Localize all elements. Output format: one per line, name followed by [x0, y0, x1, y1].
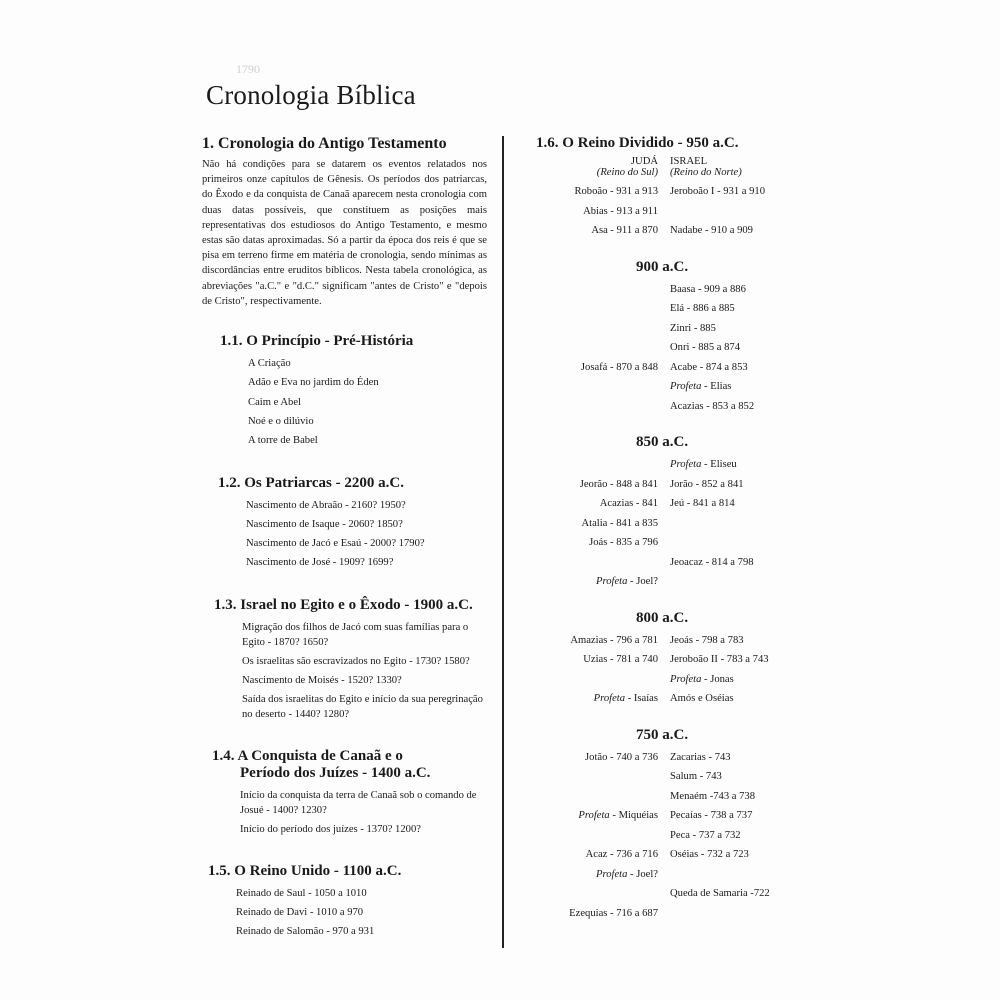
section-number: 1.5. [208, 862, 231, 879]
kingdom-headers [516, 156, 798, 178]
reign-row [516, 884, 798, 904]
judah-label: JUDÁ [630, 156, 658, 167]
israel-king: Acabe - 874 a 853 [670, 361, 748, 373]
section-1-1-title [202, 333, 487, 350]
era-750-rows [516, 748, 798, 924]
list-item: Saída dos israelitas do Egito e início da sua peregrinação no deserto - 1440? 1280? [242, 693, 483, 720]
section-1-2 [202, 475, 487, 573]
israel-cell [670, 865, 798, 885]
list-item: Adão e Eva no jardim do Éden [248, 377, 379, 389]
judah-king: Acaz - 736 a 716 [585, 849, 658, 860]
divided-kingdom-title: 1.6. O Reino Dividido - 950 a.C. [536, 135, 739, 151]
list-item: Reinado de Saul - 1050 a 1010 [236, 887, 367, 899]
judah-king: Jeorão - 848 a 841 [579, 478, 658, 490]
judah-cell [516, 884, 670, 904]
list-item: Reinado de Salomão - 970 a 931 [236, 926, 375, 938]
israel-cell [670, 280, 798, 300]
judah-cell [516, 787, 670, 807]
section-1-4-title [202, 748, 487, 782]
israel-cell [670, 553, 798, 573]
section-1-3 [202, 597, 487, 724]
judah-king: Jotão - 740 a 736 [585, 751, 658, 763]
judah-cell [516, 514, 670, 534]
reign-row [516, 826, 798, 846]
reign-row [516, 533, 798, 553]
israel-header [670, 156, 798, 178]
israel-cell [670, 631, 798, 651]
judah-cell [516, 826, 670, 846]
judah-cell [516, 397, 670, 417]
israel-king: Jeoacaz - 814 a 798 [670, 556, 754, 568]
section-1-5-title [202, 863, 487, 880]
section-title: A Conquista de Canaã e o [237, 747, 403, 764]
israel-king: Nadabe - 910 a 909 [670, 225, 753, 236]
reign-row [516, 202, 798, 222]
reign-row [516, 650, 798, 670]
list-item: Nascimento de Jacó e Esaú - 2000? 1790? [246, 538, 425, 550]
israel-king: Salum - 743 [670, 771, 722, 782]
israel-king: Zinri - 885 [670, 322, 716, 334]
prophet-name: Miquéias [618, 810, 658, 821]
israel-cell [670, 572, 798, 592]
israel-cell [670, 904, 798, 924]
judah-king: Ezequias - 716 a 687 [569, 907, 658, 919]
list-item: Os israelitas são escravizados no Egito - 1730? 1580? [242, 655, 470, 667]
israel-cell [670, 650, 798, 670]
israel-cell: Profeta - Elias [670, 381, 732, 392]
israel-king: Onri - 885 a 874 [670, 342, 741, 353]
section-heading: 1. Cronologia do Antigo Testamento [202, 135, 447, 152]
reign-row [516, 377, 798, 397]
intro-paragraph: Não há condições para se datarem os eventos relatados nos primeiros onze capítulos de Gênesis. Os períodos dos patriarcas, do Êxodo e da conquista de Canaã aparecem nesta cronologia com duas datas possíveis, que constituem as posições mais representativas dos estudiosos do Antigo Testamento, e mesmo estas são datas aproximadas. Só a partir da época dos reis é que se pisa em terreno firme em matéria de cronologia, sendo mínimas as discordâncias entre eruditos bíblicos. Nesta tabela cronológica, as abreviações "a.C." e "d.C." significam "antes de Cristo" e "depois de Cristo", respectivamente. [202, 159, 487, 307]
prophet-label: Profeta [578, 810, 610, 821]
israel-cell [670, 202, 798, 222]
prophet-label: Profeta [670, 381, 702, 392]
page-title: Cronologia Bíblica [206, 80, 416, 110]
section-title: Israel no Egito e o Êxodo - 1900 a.C. [240, 596, 473, 613]
israel-cell: Profeta - Eliseu [670, 459, 737, 470]
israel-cell [670, 748, 798, 768]
israel-cell [670, 787, 798, 807]
list-item: Início do período dos juízes - 1370? 1200? [240, 823, 421, 835]
judah-cell [516, 358, 670, 378]
israel-cell [670, 182, 798, 202]
judah-cell [516, 455, 670, 475]
section-title: O Reino Unido - 1100 a.C. [234, 862, 402, 879]
israel-cell [670, 884, 798, 904]
reign-row [516, 494, 798, 514]
reign-row [516, 475, 798, 495]
judah-header [516, 156, 670, 178]
israel-king: Oséias - 732 a 723 [670, 849, 749, 860]
judah-king: Joás - 835 a 796 [589, 537, 658, 548]
israel-king: Jorão - 852 a 841 [670, 478, 744, 490]
israel-king: Baasa - 909 a 886 [670, 283, 746, 295]
israel-king: Jeoás - 798 a 783 [670, 634, 744, 646]
israel-king: Jeú - 841 a 814 [670, 498, 735, 509]
prophet-label: Profeta [670, 673, 702, 685]
reign-row [516, 787, 798, 807]
list-item: Nascimento de Abraão - 2160? 1950? [246, 499, 406, 511]
reign-row [516, 299, 798, 319]
list-item: Nascimento de Moisés - 1520? 1330? [242, 674, 402, 686]
prophet-name: Joel? [636, 576, 658, 587]
reign-row [516, 572, 798, 592]
reign-row [516, 338, 798, 358]
list-item: Nascimento de Isaque - 2060? 1850? [246, 518, 403, 530]
judah-cell [516, 202, 670, 222]
era-heading-800: 800 a.C. [636, 609, 689, 626]
reign-row [516, 514, 798, 534]
reign-row [516, 845, 798, 865]
reign-row [516, 904, 798, 924]
israel-king: Amós e Oséias [670, 693, 734, 704]
israel-cell [670, 845, 798, 865]
reign-row [516, 455, 798, 475]
section-number: 1.4. [212, 747, 235, 764]
judah-king: Amazias - 796 a 781 [570, 634, 658, 646]
section-title: O Princípio - Pré-História [246, 333, 414, 350]
israel-king: Pecaías - 738 a 737 [670, 810, 753, 821]
judah-cell [516, 338, 670, 358]
reign-row [516, 397, 798, 417]
israel-cell [670, 494, 798, 514]
list-item: Noé e o dilúvio [248, 415, 314, 427]
reign-row [516, 358, 798, 378]
judah-cell [516, 299, 670, 319]
israel-cell [670, 514, 798, 534]
israel-label: ISRAEL [670, 156, 708, 167]
reign-row [516, 182, 798, 202]
prophet-label: Profeta [670, 459, 702, 470]
judah-cell [516, 475, 670, 495]
right-column [516, 135, 798, 923]
reign-row [516, 631, 798, 651]
prophet-name: Jonas [710, 673, 734, 685]
list-item: Início da conquista da terra de Canaã sob o comando de Josué - 1400? 1230? [240, 789, 477, 816]
israel-cell [670, 299, 798, 319]
judah-king: Asa - 911 a 870 [591, 225, 658, 236]
israel-cell [670, 806, 798, 826]
prophet-name: Joel? [636, 868, 658, 880]
era-heading-850: 850 a.C. [636, 434, 689, 450]
judah-cell: Profeta - Joel? [596, 576, 658, 587]
reign-row [516, 767, 798, 787]
israel-king: Jeroboão II - 783 a 743 [670, 654, 769, 665]
judah-cell [516, 845, 670, 865]
section-1-4 [202, 748, 487, 839]
list-item: A torre de Babel [248, 435, 318, 447]
judah-king: Atalia - 841 a 835 [581, 517, 658, 529]
section-1-5 [202, 863, 487, 942]
judah-cell [516, 904, 670, 924]
israel-cell [670, 767, 798, 787]
reign-row [516, 280, 798, 300]
judah-king: Roboão - 931 a 913 [574, 186, 658, 197]
list-item: A Criação [248, 358, 291, 370]
era-heading-750: 750 a.C. [636, 726, 689, 743]
judah-king: Josafá - 870 a 848 [580, 361, 658, 373]
prophet-name: Eliseu [710, 459, 737, 470]
judah-cell [516, 748, 670, 768]
judah-king: Abias - 913 a 911 [583, 205, 658, 217]
reign-row [516, 806, 798, 826]
era-850-rows [516, 455, 798, 592]
reign-row [516, 670, 798, 690]
era-950-rows [516, 182, 798, 241]
section-title-line2: Período dos Juízes - 1400 a.C. [240, 764, 431, 781]
judah-cell [516, 377, 670, 397]
israel-sublabel: (Reino do Norte) [670, 167, 742, 178]
israel-king: Queda de Samaria -722 [670, 888, 770, 899]
section-1-2-list [202, 496, 487, 573]
judah-cell [516, 182, 670, 202]
israel-cell [670, 221, 798, 241]
column-divider [502, 136, 504, 948]
israel-cell [670, 533, 798, 553]
judah-cell: Profeta - Miquéias [578, 810, 658, 821]
judah-king: Acazias - 841 [599, 498, 658, 509]
judah-cell: Profeta - Joel? [596, 868, 658, 880]
section-1-5-list [202, 884, 487, 942]
reign-row [516, 689, 798, 709]
israel-king: Elá - 886 a 885 [670, 303, 735, 314]
israel-cell [670, 397, 798, 417]
section-title: Os Patriarcas - 2200 a.C. [244, 474, 404, 491]
israel-cell [670, 475, 798, 495]
reign-row [516, 553, 798, 573]
israel-cell [670, 358, 798, 378]
judah-cell [516, 221, 670, 241]
israel-cell: Profeta - Jonas [670, 673, 734, 685]
section-number: 1.3. [214, 596, 237, 613]
judah-king: Uzias - 781 a 740 [583, 654, 658, 665]
left-column [202, 135, 487, 942]
judah-cell [516, 553, 670, 573]
judah-cell [516, 533, 670, 553]
section-1-4-list [202, 786, 487, 839]
judah-cell [516, 280, 670, 300]
prophet-label: Profeta [593, 693, 626, 704]
prophet-name: Elias [710, 381, 732, 392]
judah-cell [516, 319, 670, 339]
israel-cell [670, 319, 798, 339]
section-1-1-list [202, 354, 487, 450]
era-heading-900: 900 a.C. [636, 258, 689, 275]
reign-row [516, 748, 798, 768]
israel-king: Jeroboão I - 931 a 910 [670, 186, 766, 197]
page-number: 1790 [236, 62, 260, 76]
israel-king: Zacarias - 743 [670, 751, 731, 763]
section-number: 1.2. [218, 474, 241, 491]
reign-row [516, 221, 798, 241]
judah-cell [516, 670, 670, 690]
era-800-rows [516, 631, 798, 709]
list-item: Reinado de Davi - 1010 a 970 [236, 907, 364, 918]
judah-cell [516, 631, 670, 651]
israel-cell [670, 689, 798, 709]
section-1-1 [202, 333, 487, 450]
list-item: Migração dos filhos de Jacó com suas famílias para o Egito - 1870? 1650? [242, 621, 469, 648]
reign-row [516, 865, 798, 885]
section-1-3-title [202, 597, 487, 614]
israel-king: Menaém -743 a 738 [670, 790, 756, 802]
section-1-2-title [202, 475, 487, 492]
judah-cell [516, 650, 670, 670]
list-item: Nascimento de José - 1909? 1699? [246, 557, 394, 569]
israel-king: Acazias - 853 a 852 [670, 400, 755, 412]
israel-cell [670, 338, 798, 358]
judah-cell [516, 494, 670, 514]
israel-cell [670, 826, 798, 846]
reign-row [516, 319, 798, 339]
section-number: 1.1. [220, 333, 243, 350]
prophet-label: Profeta [596, 576, 628, 587]
israel-king: Peca - 737 a 732 [670, 829, 741, 841]
list-item: Caim e Abel [248, 396, 301, 408]
prophet-label: Profeta [596, 868, 628, 880]
era-900-rows [516, 280, 798, 417]
judah-sublabel: (Reino do Sul) [596, 167, 658, 178]
judah-cell [516, 767, 670, 787]
prophet-name: Isaías [633, 693, 658, 704]
judah-cell: Profeta - Isaías [593, 693, 658, 704]
section-1-3-list [202, 618, 487, 724]
